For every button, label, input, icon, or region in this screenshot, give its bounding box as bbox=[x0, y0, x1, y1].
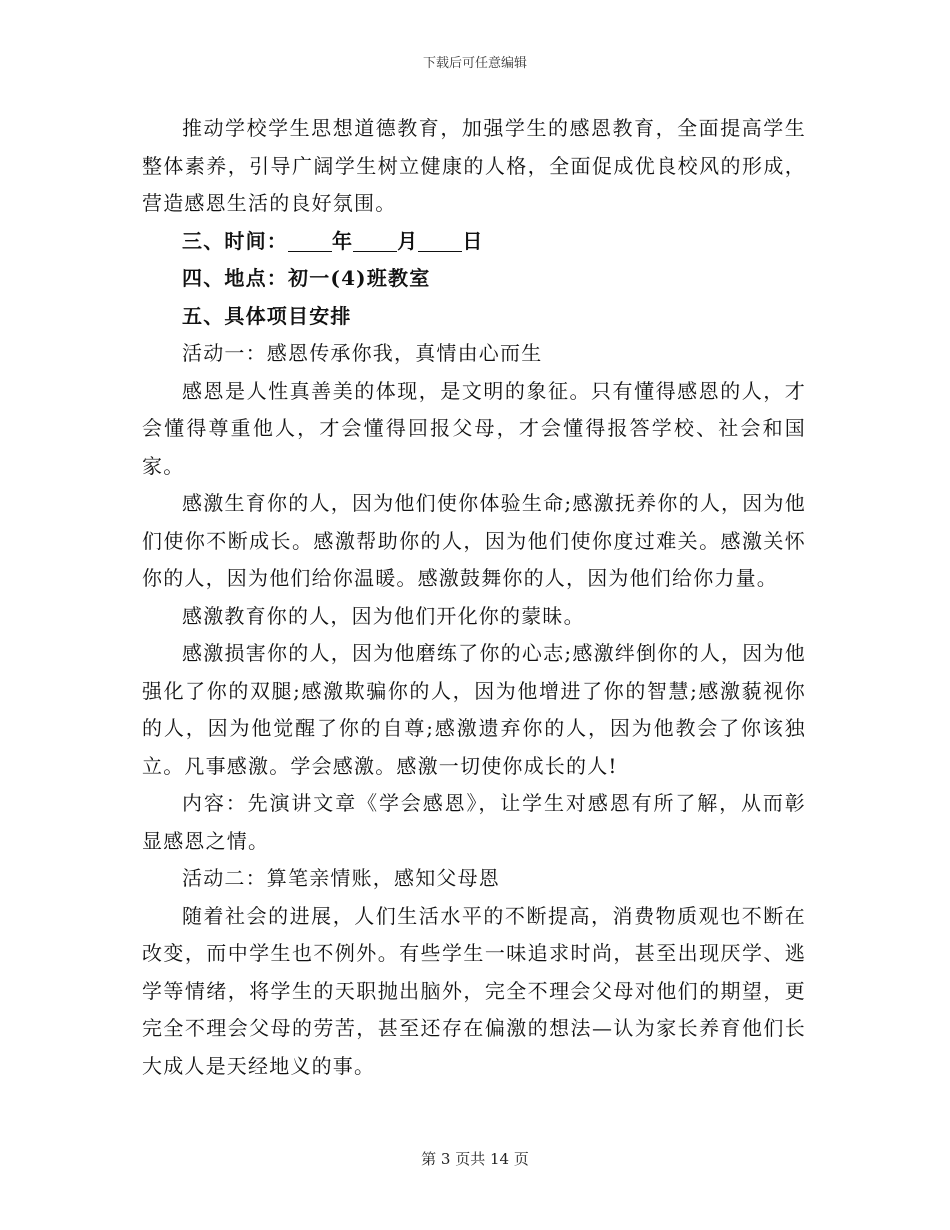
page-header: 下载后可任意编辑 bbox=[422, 56, 527, 71]
paragraph-activity-content: 内容：先演讲文章《学会感恩》，让学生对感恩有所了解，从而彰显感恩之情。 bbox=[142, 791, 806, 853]
activity-one-title: 活动一：感恩传承你我，真情由心而生 bbox=[182, 341, 543, 365]
paragraph-gratitude-adversity: 感激损害你的人，因为他磨练了你的心志;感激绊倒你的人，因为他强化了你的双腿;感激欺骗你的人，因为他增进了你的智慧;感激藐视你的人，因为他觉醒了你的自尊;感激遗弃你的人，因为他教会了你该独立。凡事感激。学会感激。感激一切使你成长的人! bbox=[142, 641, 806, 778]
month-blank bbox=[353, 231, 397, 252]
paragraph-purpose: 推动学校学生思想道德教育，加强学生的感恩教育，全面提高学生整体素养，引导广阔学生树立健康的人格，全面促成优良校风的形成，营造感恩生活的良好氛围。 bbox=[142, 116, 806, 215]
day-label: 日 bbox=[462, 228, 484, 253]
paragraph-gratitude-list: 感激生育你的人，因为他们使你体验生命;感激抚养你的人，因为他们使你不断成长。感激帮助你的人，因为他们使你度过难关。感激关怀你的人，因为他们给你温暖。感激鼓舞你的人，因为他们给你力量。 bbox=[142, 491, 806, 590]
place-heading: 四、地点：初一(4)班教室 bbox=[182, 266, 431, 290]
section-five-heading: 五、具体项目安排 bbox=[182, 303, 352, 328]
paragraph-social-context: 随着社会的进展，人们生活水平的不断提高，消费物质观也不断在改变，而中学生也不例外。有些学生一味追求时尚，甚至出现厌学、逃学等情绪，将学生的天职抛出脑外，完全不理会父母对他们的期望，更完全不理会父母的劳苦，甚至还存在偏激的想法—认为家长养育他们长大成人是天经地义的事。 bbox=[142, 903, 806, 1078]
time-line bbox=[142, 223, 806, 261]
time-label: 三、时间： bbox=[182, 228, 288, 253]
document-body bbox=[142, 110, 806, 1085]
year-label: 年 bbox=[332, 228, 354, 253]
year-blank bbox=[288, 231, 332, 252]
month-label: 月 bbox=[397, 228, 419, 253]
activity-two-title: 活动二：算笔亲情账，感知父母恩 bbox=[182, 866, 500, 890]
paragraph-gratitude-education: 感激教育你的人，因为他们开化你的蒙昧。 bbox=[182, 603, 585, 628]
page-footer: 第 3 页共 14 页 bbox=[421, 1150, 529, 1168]
paragraph-gratitude-definition: 感恩是人性真善美的体现，是文明的象征。只有懂得感恩的人，才会懂得尊重他人，才会懂得回报父母，才会懂得报答学校、社会和国家。 bbox=[142, 378, 806, 478]
day-blank bbox=[418, 231, 462, 252]
